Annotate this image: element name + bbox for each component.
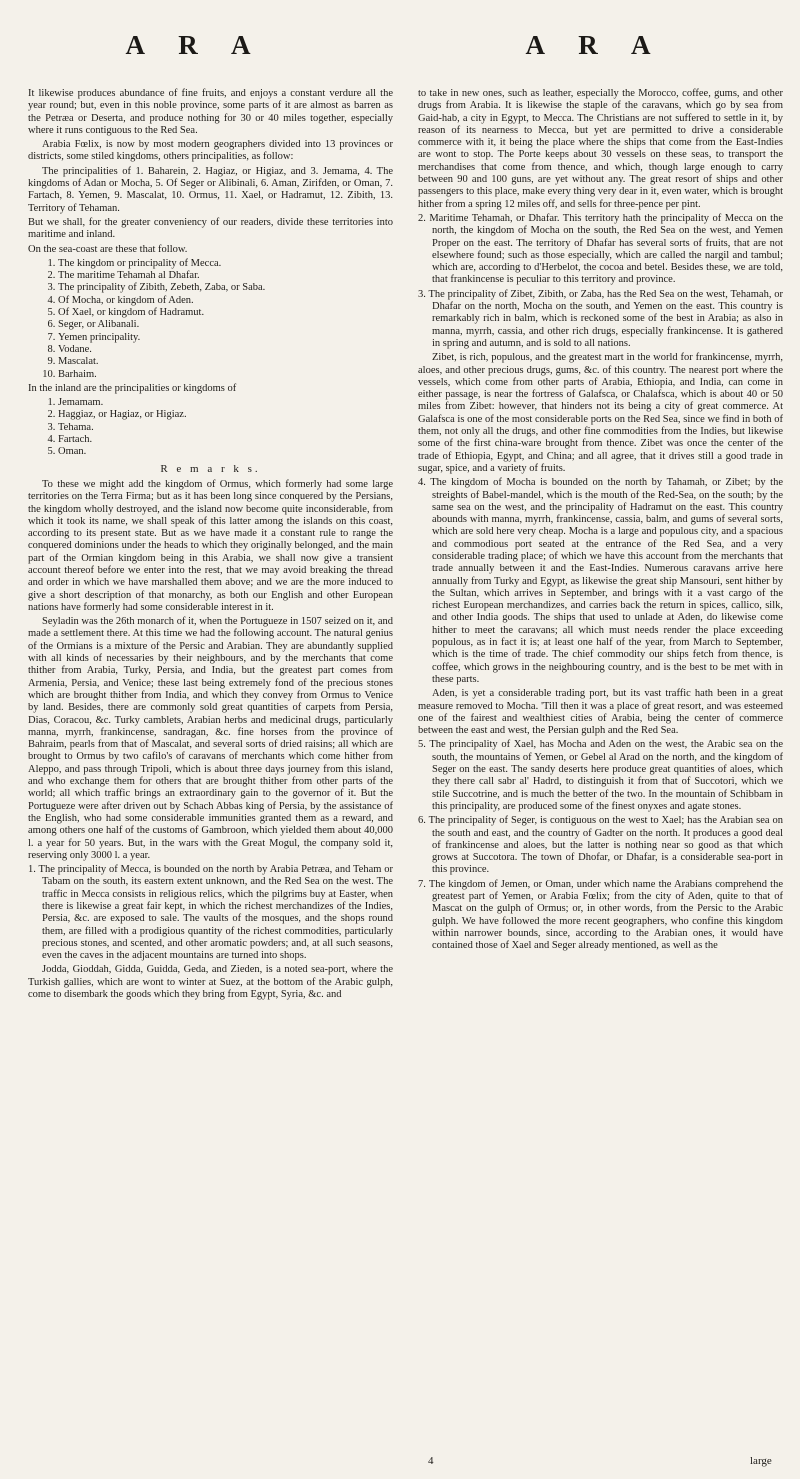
list-item: 1. The kingdom or principality of Mecca. <box>58 258 393 270</box>
catchword: large <box>750 1455 772 1467</box>
list-item: 2. Haggiaz, or Hagiaz, or Higiaz. <box>58 409 393 421</box>
coast-list <box>28 258 393 381</box>
seger-paragraph: 6. The principality of Seger, is contiguous on the west to Xael; has the Arabian sea on the south and east, and the country of Gadter on the north. It produces a good deal of frankincense and aloes, but the latter is nothing near so good as that which grows at Succotora. The town of Dhofar, or Dhafar, is a considerable sea-port in this province. <box>418 815 783 876</box>
remarks-paragraph: To these we might add the kingdom of Ormus, which formerly had some large territories on the Terra Firma; but as it has been long since conquered by the Persians, the kingdom wholly destroyed, and the island now become quite inconsiderable, from which it took its name, we shall speak of this latter among the islands on this coast, according to its present state. But as we have made it a constant rule to range the conquered dominions under the heads to which they originally belonged, and the main part of the Ormian kingdom being in this Arabia, we shall now give a transient account thereof before we enter into the rest, that we may avoid breaking the thread and order in which we have marshalled them above; and we are the more induced to give a short description of that monarchy, as both our English and other European nations have formerly had some considerable interest in it. <box>28 478 393 613</box>
running-head-left: A R A <box>125 30 265 60</box>
mocha-paragraph: 4. The kingdom of Mocha is bounded on the north by Tahamah, or Zibet; by the streights of Babel-mandel, which is the mouth of the Red-Sea, on the south; by the same sea on the west, and the principality of Hadramut on the east. This country abounds with manna, myrrh, frankincense, cassia, balm, and gums of several sorts, which are sold here very cheap. Mocha is a large and populous city, and a spacious and commodious port seated at the entrance of the Red Sea, and a very considerable trading place; of which we have this account from the merchants that trade annually between it and the East-Indies. Numerous caravans arrive here annually from Turky and Egypt, as likewise the great ship Mansouri, sent hither by the Sultan, which arrives in September, and brings with it a vast cargo of the richest European merchandizes, and carries back the return in spices, callico, silk, and other India goods. The ships that used to unlade at Aden, do likewise come hither to meet the caravans; all which must needs render the place exceeding populous, as in fact it is; at least one half of the year, from March to September, which is the time of trade. The chief commodity our ships fetch from thence, is coffee, which grows in the neighbouring country, and is the best to be met with in these parts. <box>418 477 783 685</box>
list-item: 7. Yemen principality. <box>58 332 393 344</box>
list-item: 3. The principality of Zibith, Zebeth, Zaba, or Saba. <box>58 282 393 294</box>
inland-list <box>28 397 393 458</box>
division-paragraph: But we shall, for the greater conveniency of our readers, divide these territories into maritime and inland. <box>28 216 393 241</box>
list-item: 4. Fartach. <box>58 434 393 446</box>
aden-paragraph: Aden, is yet a considerable trading port, but its vast traffic hath been in a great measure removed to Mocha. 'Till then it was a place of great resort, and was esteemed one of the fairest and wealthiest cities of Arabia, being the center of commerce between the east and west, the Persian gulph and the Red Sea. <box>418 688 783 737</box>
tehamah-paragraph: 2. Maritime Tehamah, or Dhafar. This territory hath the principality of Mecca on the north, the kingdom of Mocha on the south, the Red Sea on the west, and Yemen Proper on the east. The territory of Dhafar has several sorts of fruits, that are not elsewhere found; such as those especially, which are called the nargil and tambul; which are, according to d'Herbelot, the cocoa and betel. Besides these, we are told, that frankincense is peculiar to this territory and province. <box>418 212 783 286</box>
provinces-paragraph: Arabia Fœlix, is now by most modern geographers divided into 13 provinces or districts, some stiled kingdoms, others principalities, as follow: <box>28 139 393 163</box>
list-item: 8. Vodane. <box>58 344 393 356</box>
remarks-heading: R e m a r k s. <box>160 462 261 475</box>
principalities-paragraph: The principalities of 1. Baharein, 2. Hagiaz, or Higiaz, and 3. Jemama, 4. The kingdoms of Adan or Mocha, 5. Of Seger or Alibinali, 6. Aman, Zirifden, or Oman, 7. Fartach, 8. Yemen, 9. Mascalat, 10. Ormus, 11. Xael, or Hadramut, 12. Zibith, 13. Territory of Tehaman. <box>28 165 393 214</box>
list-item: 2. The maritime Tehamah al Dhafar. <box>58 270 393 282</box>
list-item: 3. Tehama. <box>58 422 393 434</box>
mecca-paragraph: 1. The principality of Mecca, is bounded on the north by Arabia Petræa, and Teham or Tabam on the south, its eastern extent unknown, and the Red Sea on the west. The traffic in Mecca consists in religious relics, which the pilgrims buy at Easter, when there is likewise a great fair kept, in which the richest merchandizes of the Indies, Persia, &c. are exposed to sale. The vaults of the mosques, and the shops round them, are filled with a prodigious quantity of the richest commodities, particularly precious stones, and scented, and other aromatic powders; and, at all such seasons, even the caves in the adjacent mountains are turned into shops. <box>28 864 393 962</box>
running-head <box>0 30 800 76</box>
inland-heading: In the inland are the principalities or kingdoms of <box>28 382 237 394</box>
list-item: 1. Jemamam. <box>58 397 393 409</box>
list-item: 9. Mascalat. <box>58 356 393 368</box>
list-item: 4. Of Mocha, or kingdom of Aden. <box>58 295 393 307</box>
list-item: 10. Barhaim. <box>58 369 393 381</box>
left-column <box>28 88 393 1468</box>
coast-heading: On the sea-coast are these that follow. <box>28 243 188 255</box>
signature-mark: 4 <box>428 1455 434 1467</box>
zibet-trade-paragraph: Zibet, is rich, populous, and the greatest mart in the world for frankincense, myrrh, aloes, and other precious drugs, gums, &c. of this country. The nearest port where the vessels, which come from other parts of Arabia, Ethiopia, and India, can come in either passage, is near the fortress of Galafsca, or Chalafsca, which is about 40 or 50 miles from Zibet: however, that hinders not its being a city of great commerce. At Galafsca is one of the most considerable ports on the Red Sea, since we find in both of them, not only all the drugs, and other fine commodities from the Indies, but likewise some of the first china-ware brought from thence. Zibet was once the center of the trade of Ethiopia, Egypt, and China; and all agree, that it drives still a good trade in sugar, spice, and a variety of fruits. <box>418 352 783 474</box>
seyladin-paragraph: Seyladin was the 26th monarch of it, when the Portugueze in 1507 seized on it, and made a settlement there. At this time we had the following account. The natural genius of the Ormians is a mixture of the Persic and Arabian. They are abundantly supplied with all kinds of necessaries by their neighbours, and by the merchants that come thither from Arabia, Turky, Persia, and India, but the greatest part comes from Armenia, Persia, and Venice; these last being extremely fond of the precious stones which are brought thither from India, and which they convey from Ormus to Venice by land. Besides, there are commonly sold great quantities of carpets from Persia, Dias, Coracou, &c. Turky camblets, Arabian herbs and medicinal drugs, particularly manna, myrrh, frankincense, sandragan, &c. fine horses from the province of Bahraim, pearls from that of Mascalat, and several sorts of dried raisins; all which are brought to Ormus by two cafilo's of caravans of merchants which come hither from Aleppo, and pass through Tripoli, which is about three days journey from this island, and who exchange them for others that are brought thither from other parts of the world; all which traffic brings an extraordinary gain to the governor of it. But the Portugueze were after driven out by Schach Abbas king of Persia, by the assistance of the English, who had some considerable immunities granted them as a reward, and among others one half of the customs of Gambroon, which yielded them about 40,000 l. a year for 50 years. But, in the wars with the Great Mogul, the company sold it, reserving only 3000 l. a year. <box>28 616 393 861</box>
jodda-continued-paragraph: to take in new ones, such as leather, especially the Morocco, coffee, gums, and other drugs from Arabia. It is likewise the staple of the caravans, which go by sea from Gaid-hab, a city in Egypt, to Mecca. The Christians are not suffered to settle in it, by reason of its nearness to Mecca, but yet are permitted to drive a considerable commerce with it, it being the place where the ships that come from the East-Indies are wont to stop. The Porte keeps about 30 vessels on these seas, to transport the merchandises that come from thence, and which, though large enough to carry between 90 and 100 guns, are yet without any. The great resort of ships and other passengers to this place, make every thing very dear in it, even water, which is brought hither from a spring 12 miles off, and sells for three-pence per pint. <box>418 88 783 210</box>
jemen-paragraph: 7. The kingdom of Jemen, or Oman, under which name the Arabians comprehend the greatest part of Yemen, or Arabia Fœlix; from the city of Aden, quite to that of Mascat on the gulph of Ormus; or, in other words, from the Persic to the Arabic gulph. We have followed the more recent geographers, who confine this kingdom within narrower bounds, since, according to the Arabian ones, it would have contained those of Xael and Seger already mentioned, as well as the <box>418 878 783 952</box>
right-column <box>418 88 783 1468</box>
list-item: 5. Oman. <box>58 446 393 458</box>
list-item: 5. Of Xael, or kingdom of Hadramut. <box>58 307 393 319</box>
intro-paragraph: It likewise produces abundance of fine fruits, and enjoys a constant verdure all the year round; but, even in this noble province, some parts of it are almost as barren as the Petræa or Deserta, and produce nothing for 30 or 40 miles together, especially where it runs contiguous to the Red Sea. <box>28 88 393 136</box>
zibet-paragraph: 3. The principality of Zibet, Zibith, or Zaba, has the Red Sea on the west, Tehamah, or Dhafar on the north, Mocha on the south, and Yemen on the east. This country is remarkably rich in balm, which is reckoned some of the best in Arabia; as also in manna, myrrh, cassia, and other rich drugs, especially frankincense. It is gathered in spring and autumn, and is sold to all nations. <box>418 288 783 349</box>
list-item: 6. Seger, or Alibanali. <box>58 319 393 331</box>
running-head-right: A R A <box>525 30 665 60</box>
jodda-paragraph: Jodda, Gioddah, Gidda, Guidda, Geda, and Zieden, is a noted sea-port, where the Turkish gallies, which are wont to winter at Suez, at the bottom of the Arabic gulph, come to disembark the goods which they bring from Egypt, Syria, &c. and <box>28 964 393 1001</box>
xael-paragraph: 5. The principality of Xael, has Mocha and Aden on the west, the Arabic sea on the south, the mountains of Yemen, or Gebel al Arad on the north, and the kingdom of Seger on the east. The sandy deserts here produce great quantities of aloes, which they there call sabr al' Hadrd, to distinguish it from that of Succotori, which we stile Succotrine, and is much the better of the two. In the mountain of Schibbam in this principality, are produced some of the finest onyxes and agate stones. <box>418 739 783 812</box>
